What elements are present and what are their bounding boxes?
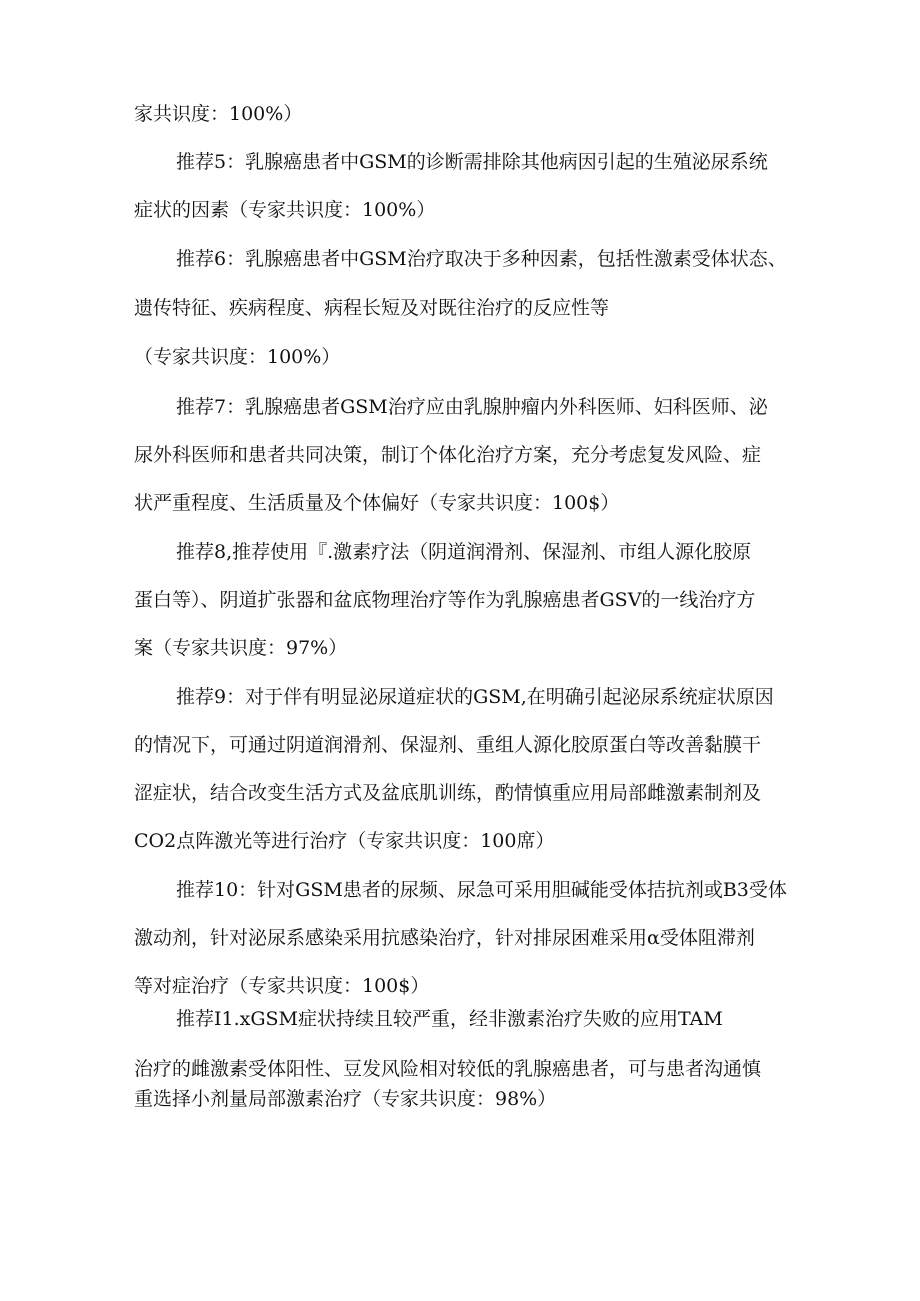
- recommendation-7-line: 推荐7：乳腺癌患者GSM治疗应由乳腺肿瘤内外科医师、妇科医师、泌: [176, 396, 768, 418]
- text-line: CO2点阵激光等进行治疗（专家共识度：100席）: [134, 830, 555, 852]
- text-line: 案（专家共识度：97%）: [134, 637, 348, 659]
- text-line: 激动剂，针对泌尿系感染采用抗感染治疗，针对排尿困难采用α受体阻滞剂: [134, 927, 755, 949]
- text-line: 状严重程度、生活质量及个体偏好（专家共识度：100$）: [134, 492, 620, 514]
- text-line: 治疗的雌激素受体阳性、豆发风险相对较低的乳腺癌患者，可与患者沟通慎: [134, 1058, 762, 1080]
- text-line: （专家共识度：100%）: [134, 346, 341, 368]
- text-line: 的情况下，可通过阴道润滑剂、保湿剂、重组人源化胶原蛋白等改善黏膜干: [134, 734, 762, 756]
- recommendation-6-line: 推荐6：乳腺癌患者中GSM治疗取决于多种因素，包括性激素受体状态、: [176, 248, 787, 270]
- text-line: 重选择小剂量局部激素治疗（专家共识度：98%）: [134, 1088, 557, 1110]
- recommendation-5-line: 推荐5：乳腺癌患者中GSM的诊断需排除其他病因引起的生殖泌尿系统: [176, 151, 768, 173]
- recommendation-8-line: 推荐8,推荐使用『.激素疗法（阴道润滑剂、保湿剂、市组人源化胶原: [176, 541, 752, 563]
- text-line: 尿外科医师和患者共同决策，制订个体化治疗方案，充分考虑复发风险、症: [134, 444, 762, 466]
- text-line: 涩症状，结合改变生活方式及盆底肌训练，酌情慎重应用局部雌激素制剂及: [134, 782, 762, 804]
- text-line: 症状的因素（专家共识度：100%）: [134, 199, 436, 221]
- text-line: 遗传特征、疾病程度、病程长短及对既往治疗的反应性等: [134, 297, 610, 319]
- recommendation-9-line: 推荐9：对于伴有明显泌尿道症状的GSM,在明确引起泌尿系统症状原因: [176, 686, 774, 708]
- recommendation-11-line: 推荐I1.xGSM症状持续且较严重，经非激素治疗失败的应用TAM: [176, 1008, 723, 1030]
- text-line: 家共识度：100%）: [134, 103, 303, 125]
- text-line: 等对症治疗（专家共识度：100$）: [134, 975, 430, 997]
- recommendation-10-line: 推荐10：针对GSM患者的尿频、尿急可采用胆碱能受体拮抗剂或B3受体: [176, 879, 787, 901]
- text-line: 蛋白等）、阴道扩张器和盆底物理治疗等作为乳腺癌患者GSV的一线治疗方: [134, 589, 756, 611]
